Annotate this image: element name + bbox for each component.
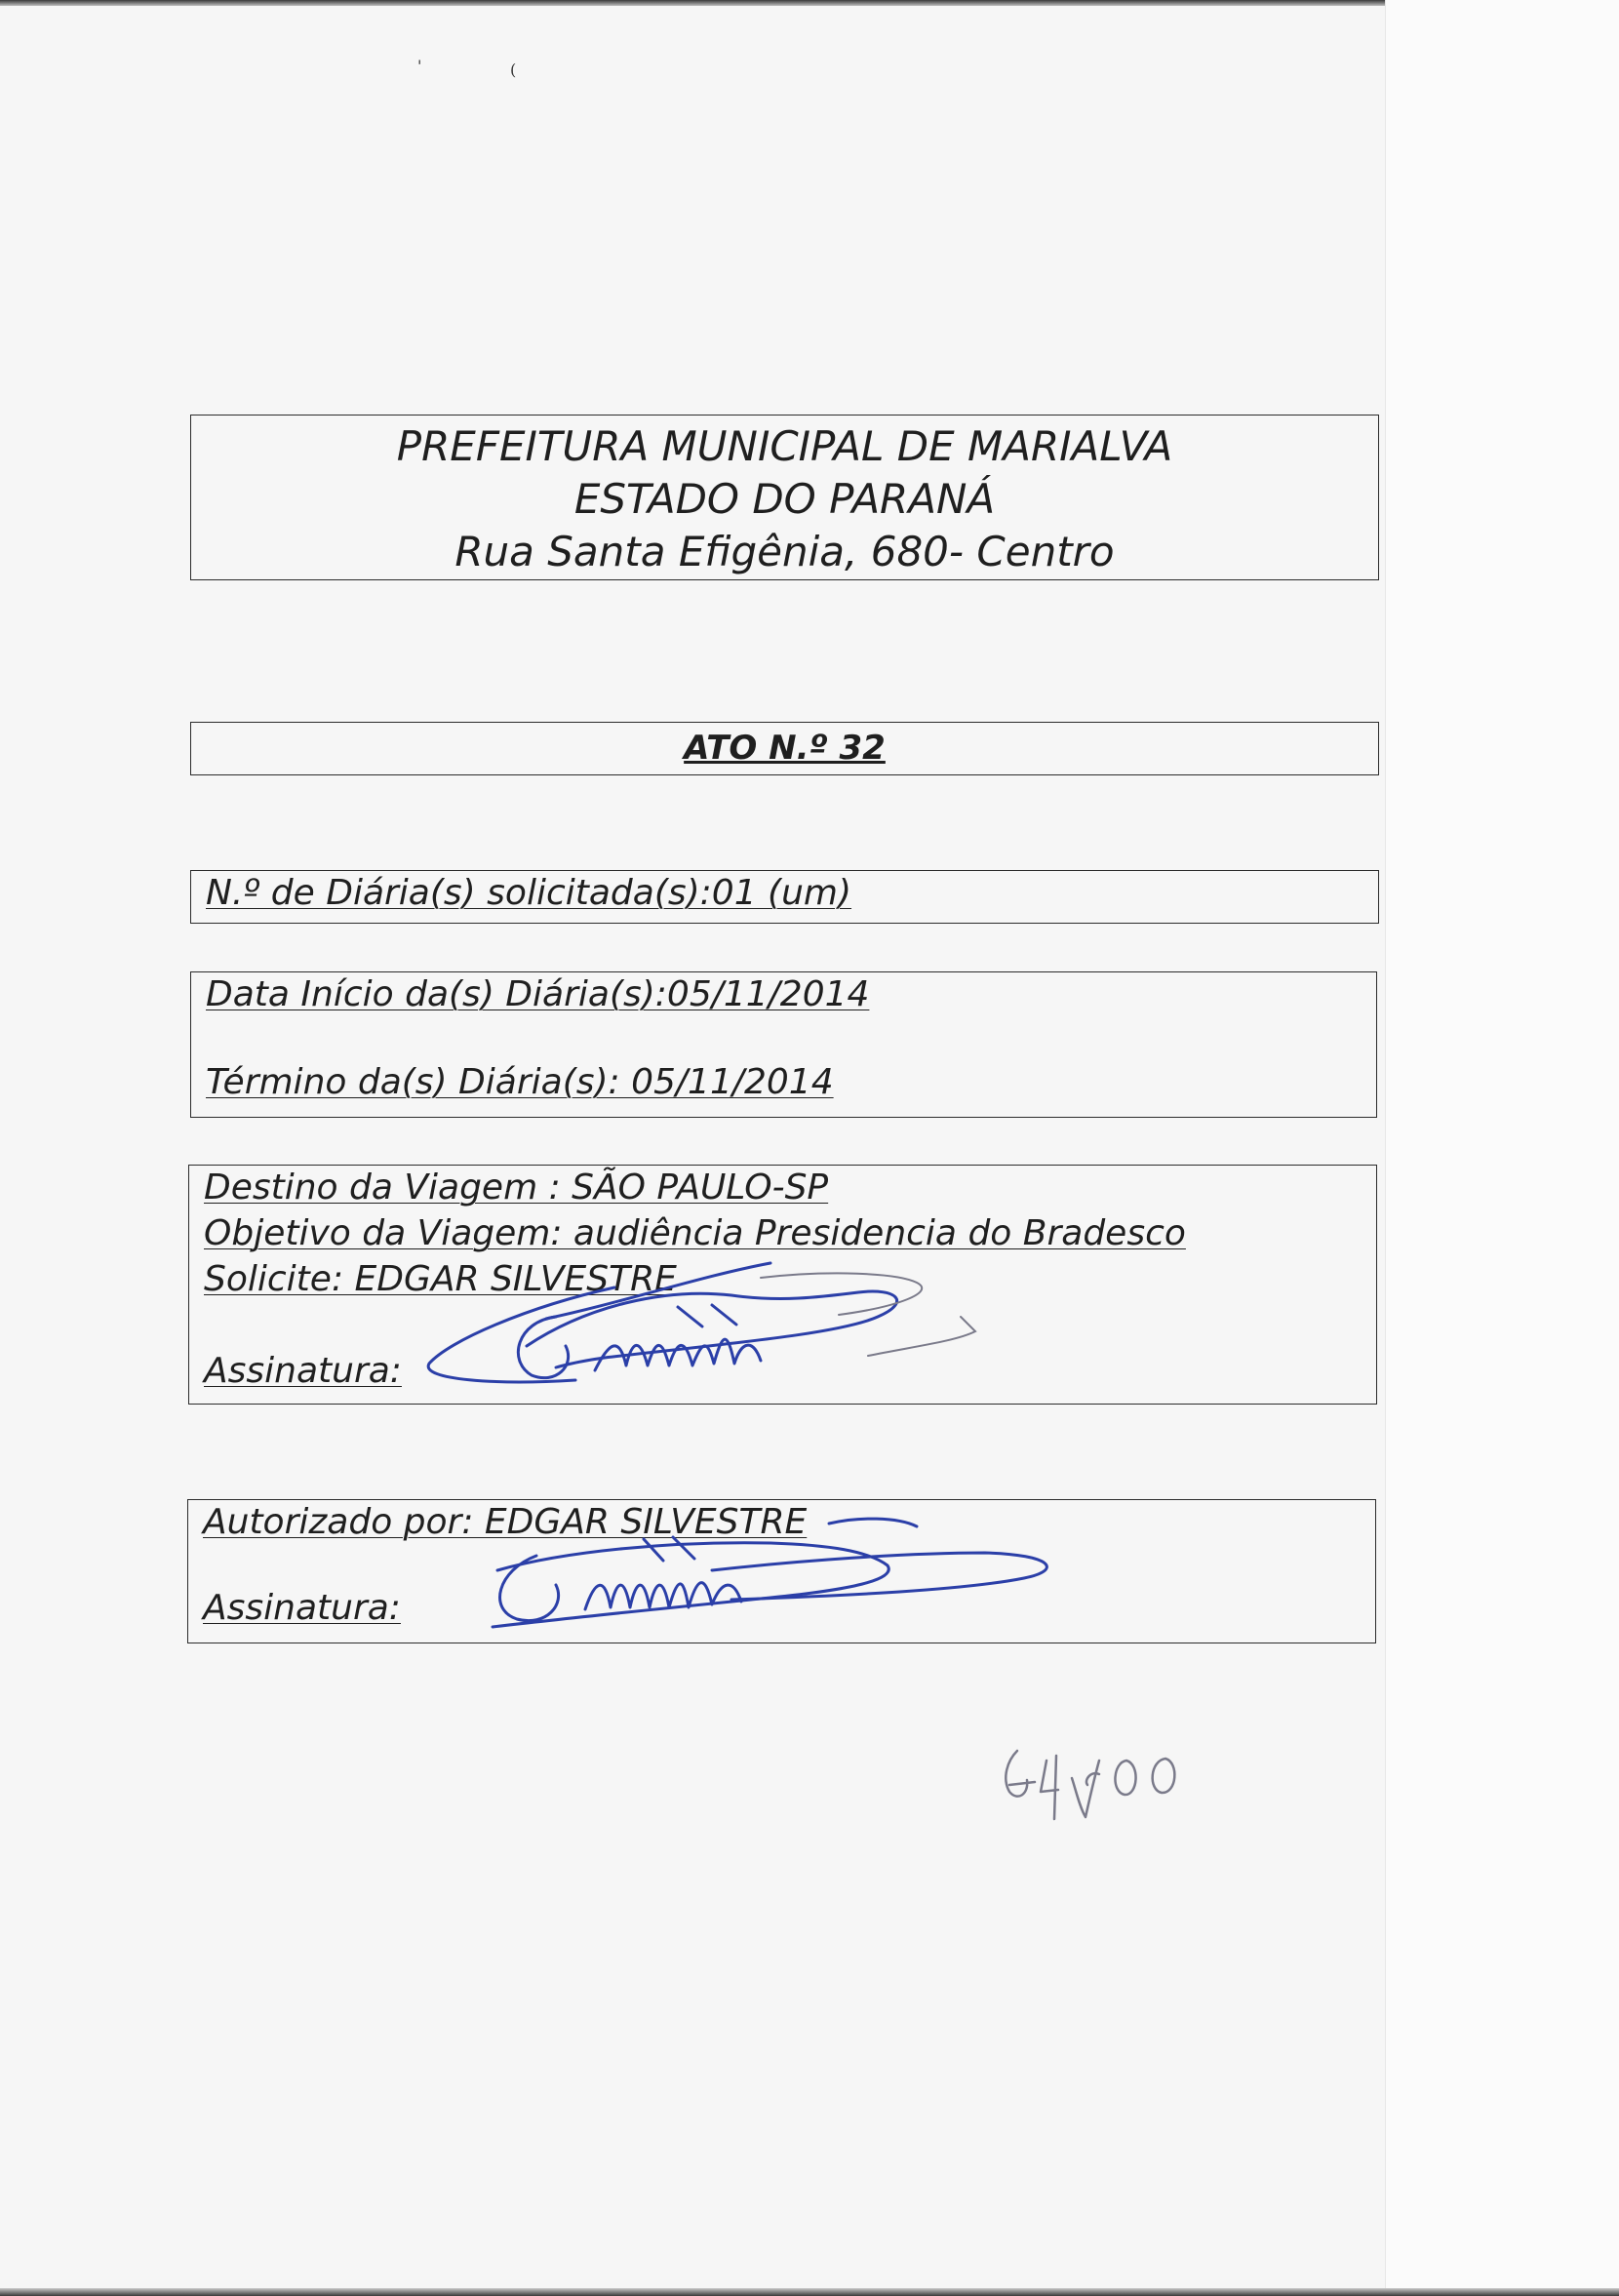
daily-dates-box xyxy=(190,971,1377,1118)
authorized-by-field: Autorizado por: EDGAR SILVESTRE xyxy=(203,1502,808,1542)
handwritten-amount-note xyxy=(990,1731,1204,1839)
daily-count-field: N.º de Diária(s) solicitada(s):01 (um) xyxy=(206,873,852,913)
scan-bottom-edge xyxy=(0,2288,1619,2296)
authorizer-signature xyxy=(478,1512,1073,1639)
act-title-box xyxy=(190,722,1379,775)
trip-destination-field: Destino da Viagem : SÃO PAULO-SP xyxy=(204,1168,829,1207)
end-date-field: Término da(s) Diária(s): 05/11/2014 xyxy=(206,1062,834,1102)
act-title: ATO N.º 32 xyxy=(684,729,886,768)
requester-field: Solicite: EDGAR SILVESTRE xyxy=(204,1259,677,1299)
scan-right-band xyxy=(1385,0,1619,2296)
start-date-field: Data Início da(s) Diária(s):05/11/2014 xyxy=(206,974,870,1014)
scan-top-edge xyxy=(0,0,1619,6)
scan-speck-mark: ' xyxy=(417,57,422,75)
scan-speck-mark: ( xyxy=(510,60,517,79)
header-state: ESTADO DO PARANÁ xyxy=(573,475,996,523)
requester-signature-label: Assinatura: xyxy=(204,1351,402,1391)
letterhead-box xyxy=(190,415,1379,580)
requester-signature xyxy=(410,1248,985,1414)
header-address: Rua Santa Efigênia, 680- Centro xyxy=(454,528,1115,575)
daily-count-box xyxy=(190,870,1379,924)
trip-objective-field: Objetivo da Viagem: audiência Presidencia do Bradesco xyxy=(204,1213,1186,1253)
authorizer-signature-label: Assinatura: xyxy=(203,1588,401,1628)
header-municipality: PREFEITURA MUNICIPAL DE MARIALVA xyxy=(396,422,1173,470)
